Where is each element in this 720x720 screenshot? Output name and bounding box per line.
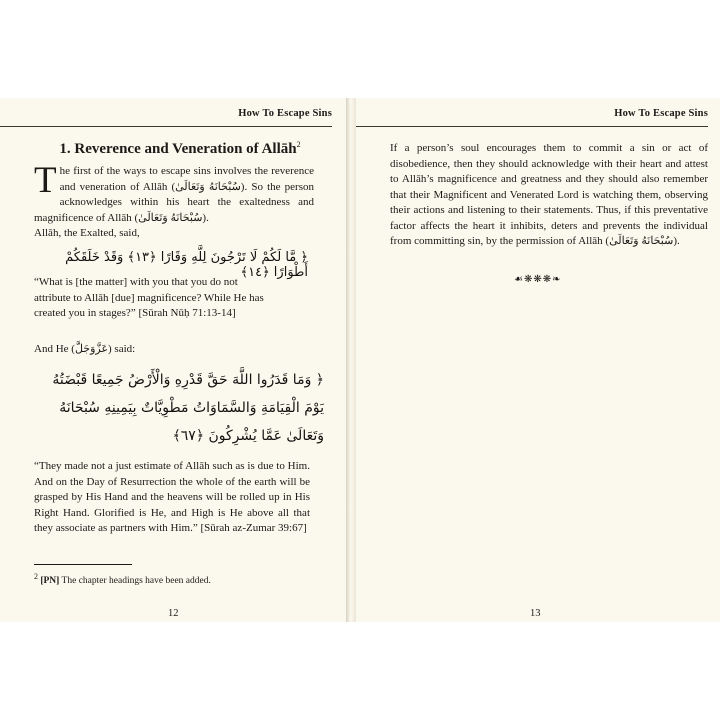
left-page (0, 98, 346, 622)
book-spread (0, 98, 720, 622)
translation-1: “What is [the matter] with you that you do not attribute to Allāh [due] magnificence? While He has created you in stages?” [Sūrah Nūḥ 71:13-14] (34, 276, 264, 319)
paragraph-2: Allāh, the Exalted, said, (34, 227, 140, 239)
footnote-rule (34, 564, 132, 565)
arabic-verse-2: ﴿ وَمَا قَدَرُوا اللَّهَ حَقَّ قَدْرِهِ وَالْأَرْضُ جَمِيعًا قَبْضَتُهُ يَوْمَ الْقِيَامَةِ وَالسَّمَاوَاتُ مَطْوِيَّاتٌ بِيَمِينِهِ سُبْحَانَهُ وَتَعَالَىٰ عَمَّا يُشْرِكُونَ ﴿٦٧﴾ (52, 372, 324, 444)
page-number: 13 (530, 608, 541, 619)
translation-2: “They made not a just estimate of Allāh such as is due to Him. And on the Day of Resurrection the whole of the earth will be grasped by His Hand and the heavens will be rolled up in His Right Hand. Glorified is He, and High is He above all that they associate as partners with Him.” [Sūrah az-Zumar 39:67] (34, 460, 310, 534)
paragraph-1 (34, 160, 314, 226)
page-number: 12 (168, 608, 179, 619)
paragraph-3: And He (عَزَّوَجَلَّ) said: (34, 343, 136, 355)
footnote-marker: 2 (34, 572, 38, 581)
chapter-title (34, 140, 326, 158)
chapter-title-text: 1. Reverence and Veneration of Allāh (59, 141, 297, 157)
chapter-title-footnote-ref: 2 (296, 140, 301, 149)
paragraph-1: If a person’s soul encourages them to commit a sin or act of disobedience, then they should acknowledge with their heart and attest to Allāh’s magnificence and greatness and they should also remember that their Magnificent and Venerated Lord is watching them, observing their actions and listening to their statements. Thus, if this preventative factor affects the heart it inhibits, deters and prevents the individual from committing sin, by the permission of Allāh (سُبْحَانَهُ وَتَعَالَىٰ). (390, 142, 708, 247)
drop-cap: T (34, 160, 57, 201)
footnote-text: The chapter headings have been added. (61, 576, 211, 587)
paragraph-1-text: he first of the ways to escape sins involves the reverence and veneration of Allāh (سُبْحَانَهُ وَتَعَالَىٰ). So the person acknowledges within his heart the exaltedness and magnificence of Allāh (سُبْحَانَهُ وَتَعَالَىٰ). (34, 165, 314, 224)
section-ornament: ☙❋❋❋❧ (514, 274, 562, 285)
footnote-tag: [PN] (40, 576, 60, 587)
header-rule (356, 126, 708, 127)
arabic-verse-1: ﴿ مَّا لَكُمْ لَا تَرْجُونَ لِلَّهِ وَقَارًا ﴿١٣﴾ وَقَدْ خَلَقَكُمْ أَطْوَارًا ﴿١٤﴾ (65, 250, 308, 280)
right-page (356, 98, 720, 622)
book-gutter (346, 98, 356, 622)
running-head: How To Escape Sins (614, 108, 708, 119)
running-head: How To Escape Sins (238, 108, 332, 119)
footnote (34, 572, 211, 586)
header-rule (0, 126, 332, 127)
